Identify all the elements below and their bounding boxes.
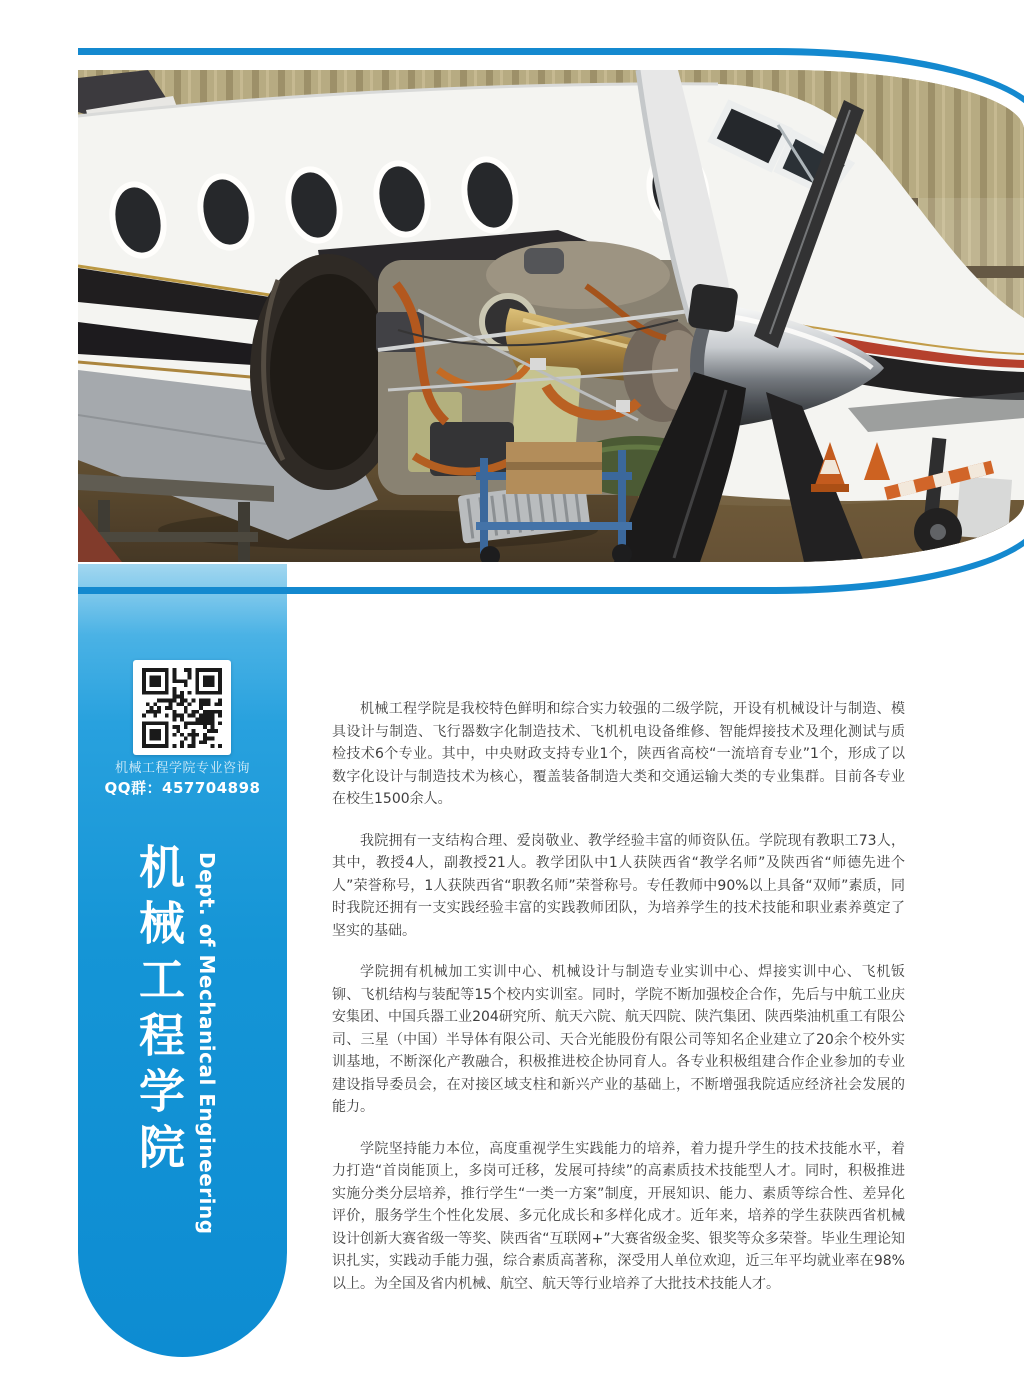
hero-photo-aircraft-engine — [78, 70, 1024, 562]
qr-code-icon — [141, 668, 223, 748]
qr-code-tile — [133, 660, 231, 755]
qr-group-number: QQ群：457704898 — [104, 779, 261, 797]
department-title-cn: 机械工程学院 — [132, 843, 186, 1179]
paragraph-faculty: 我院拥有一支结构合理、爱岗敬业、教学经验丰富的师资队伍。学院现有教职工73人，其中，教授4人，副教授21人。教学团队中1人获陕西省“教学名师”及陕西省“师德先进个人”荣誉称号，1人获陕西省“职教名师”荣誉称号。专任教师中90%以上具备“双师”素质，同时我院还拥有一支实践经验丰富的实践教师团队，为培养学生的技术技能和职业素养奠定了坚实的基础。 — [332, 832, 905, 939]
department-title-en: Dept. of Mechanical Engineering — [195, 852, 219, 1235]
body-text — [332, 698, 905, 1314]
sidebar — [78, 564, 287, 1357]
qr-caption: 机械工程学院专业咨询 — [114, 761, 250, 776]
aircraft-hangar-illustration — [78, 70, 1024, 562]
paragraph-overview: 机械工程学院是我校特色鲜明和综合实力较强的二级学院，开设有机械设计与制造、模具设计与制造、飞行器数字化制造技术、飞机机电设备维修、智能焊接技术及理化测试与质检技术6个专业。其中，中央财政支持专业1个，陕西省高校“一流培育专业”1个，形成了以数字化设计与制造技术为核心，覆盖装备制造大类和交通运输大类的专业集群。目前各专业在校生1500余人。 — [332, 701, 905, 807]
paragraph-achievements: 学院坚持能力本位，高度重视学生实践能力的培养，着力提升学生的技术技能水平，着力打造“首岗能顶上，多岗可迁移，发展可持续”的高素质技术技能型人才。同时，积极推进实施分类分层培养，推行学生“一类一方案”制度，开展知识、能力、素质等综合性、差异化评价，服务学生个性化发展、多元化成长和多样化成才。近年来，培养的学生获陕西省机械设计创新大赛省级一等奖、陕西省“互联网+”大赛省级金奖、银奖等众多荣誉。毕业生理论知识扎实，实践动手能力强，综合素质高著称，深受用人单位欢迎，近三年平均就业率在98%以上。为全国及省内机械、航空、航天等行业培养了大批技术技能人才。 — [332, 1140, 905, 1292]
paragraph-facilities: 学院拥有机械加工实训中心、机械设计与制造专业实训中心、焊接实训中心、飞机钣铆、飞机结构与装配等15个校内实训室。同时，学院不断加强校企合作，先后与中航工业庆安集团、中国兵器工业204研究所、航天六院、航天四院、陕汽集团、陕西柴油机重工有限公司、三星（中国）半导体有限公司、天合光能股份有限公司等知名企业建立了20余个校外实训基地，不断深化产教融合，积极推进校企协同育人。各专业积极组建合作企业参加的专业建设指导委员会，在对接区域支柱和新兴产业的基础上，不断增强我院适应经济社会发展的能力。 — [332, 964, 905, 1115]
